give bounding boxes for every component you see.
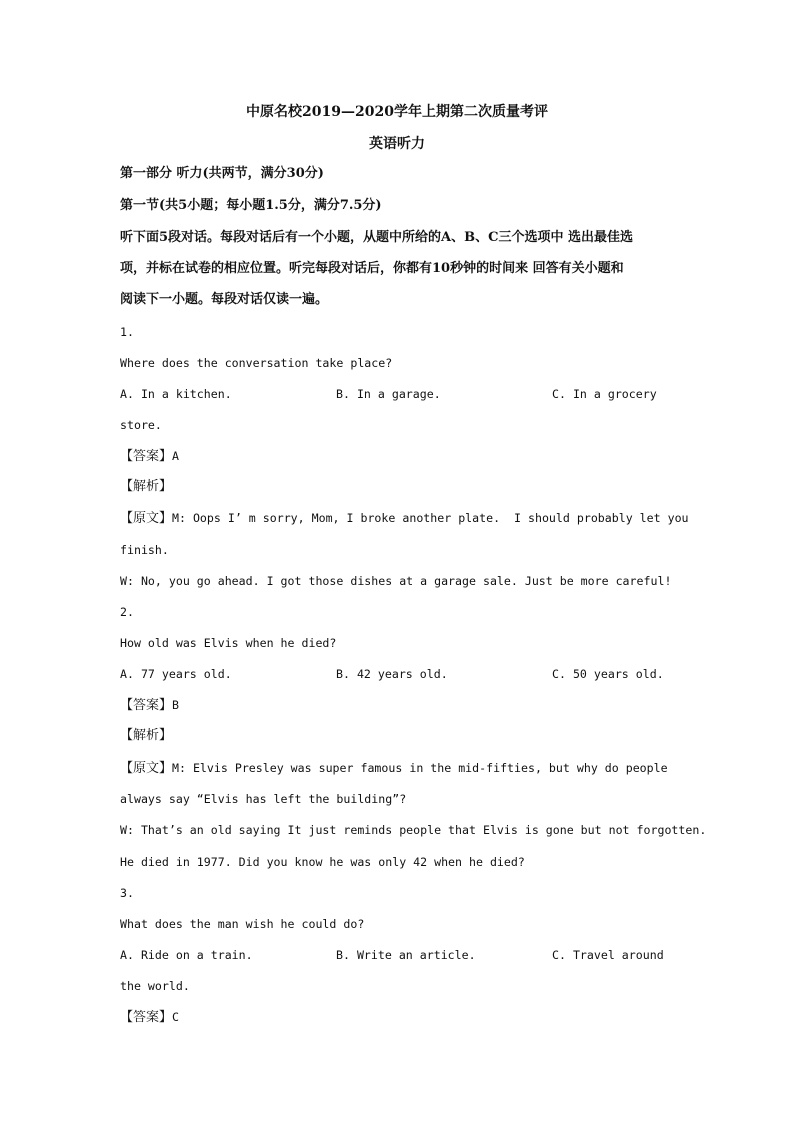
transcript-text: M: Elvis Presley was super famous in the mid-fifties, but why do people — [172, 761, 668, 775]
answer-label: 【答案】 — [120, 449, 173, 464]
option-b: B. 42 years old. — [336, 667, 448, 681]
answer-line — [120, 448, 179, 465]
original-line-1 — [120, 510, 689, 527]
option-b: B. In a garage. — [336, 387, 441, 401]
original-line-3: W: That’s an old saying It just reminds people that Elvis is gone but not forgotten. — [120, 823, 707, 837]
original-line-4: He died in 1977. Did you know he was only 42 when he died? — [120, 855, 525, 869]
original-line-2: finish. — [120, 543, 169, 557]
question-number: 3. — [120, 886, 134, 900]
option-c-continuation: store. — [120, 418, 162, 432]
original-line-3: W: No, you go ahead. I got those dishes at a garage sale. Just be more careful! — [120, 574, 672, 588]
question-text: Where does the conversation take place? — [120, 356, 393, 370]
instructions-line-2: 项，并标在试卷的相应位置。听完每段对话后，你都有10秒钟的时间来 回答有关小题和 — [120, 261, 624, 276]
option-b: B. Write an article. — [336, 948, 476, 962]
part-heading: 第一部分 听力(共两节，满分30分) — [120, 166, 324, 181]
answer-label: 【答案】 — [120, 698, 173, 713]
option-a: A. In a kitchen. — [120, 387, 232, 401]
analysis-label: 【解析】 — [120, 479, 173, 494]
option-c: C. Travel around — [552, 948, 664, 962]
question-text: What does the man wish he could do? — [120, 917, 365, 931]
option-c: C. In a grocery — [552, 387, 657, 401]
option-a: A. 77 years old. — [120, 667, 232, 681]
answer-value: B — [172, 698, 179, 712]
answer-label: 【答案】 — [120, 1010, 173, 1025]
question-number: 2. — [120, 605, 134, 619]
answer-value: C — [172, 1010, 179, 1024]
answer-line — [120, 1009, 179, 1026]
options-row — [120, 947, 680, 963]
answer-value: A — [172, 449, 179, 463]
options-row — [120, 386, 680, 402]
question-text: How old was Elvis when he died? — [120, 636, 337, 650]
section-heading: 第一节(共5小题；每小题1.5分，满分7.5分) — [120, 198, 382, 213]
question-number: 1. — [120, 325, 134, 339]
instructions-line-3: 阅读下一小题。每段对话仅读一遍。 — [120, 292, 329, 307]
answer-line — [120, 697, 179, 714]
instructions-line-1: 听下面5段对话。每段对话后有一个小题，从题中所给的A、B、C三个选项中 选出最佳选 — [120, 230, 633, 245]
original-line-2: always say “Elvis has left the building”? — [120, 792, 407, 806]
option-a: A. Ride on a train. — [120, 948, 253, 962]
exam-title: 中原名校2019—2020学年上期第二次质量考评 — [246, 104, 548, 120]
original-label: 【原文】 — [120, 761, 173, 776]
analysis-label: 【解析】 — [120, 728, 173, 743]
options-row — [120, 666, 680, 682]
option-c: C. 50 years old. — [552, 667, 664, 681]
exam-subtitle: 英语听力 — [369, 136, 425, 152]
original-line-1 — [120, 760, 668, 777]
original-label: 【原文】 — [120, 511, 173, 526]
option-c-continuation: the world. — [120, 979, 190, 993]
transcript-text: M: Oops I’ m sorry, Mom, I broke another plate. I should probably let you — [172, 511, 689, 525]
